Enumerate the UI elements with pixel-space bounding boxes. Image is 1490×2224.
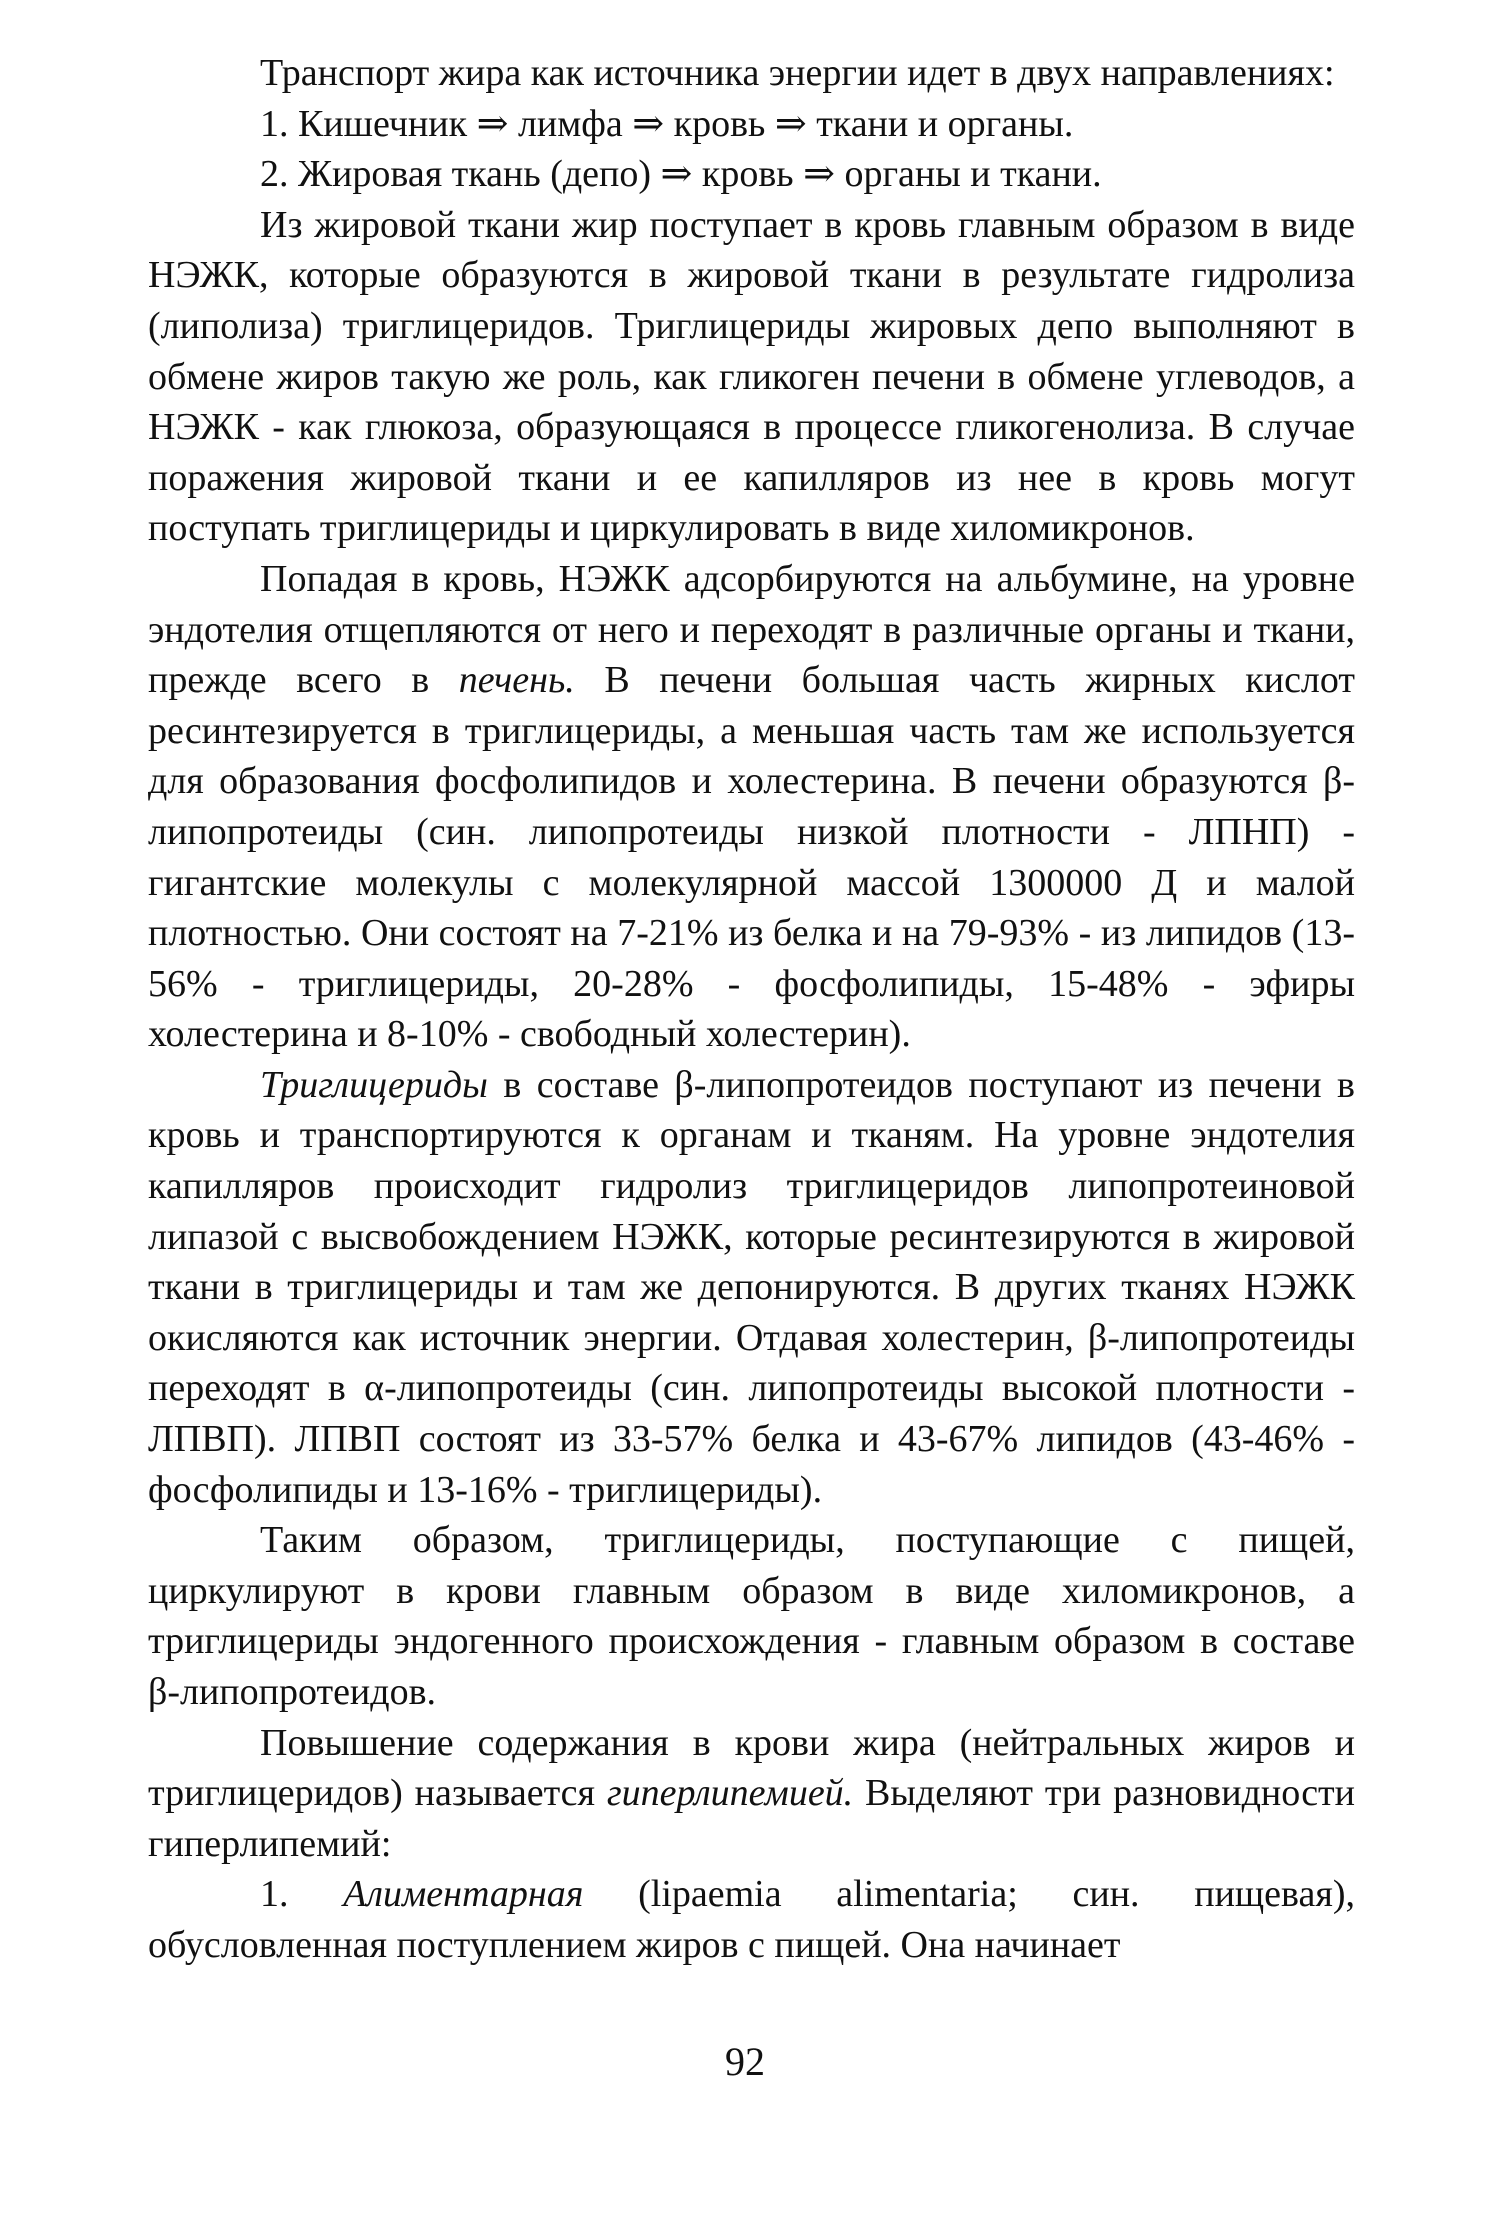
text-run: Из жировой ткани жир поступает в кровь главным образом в виде НЭЖК, которые образуются в жировой ткани в результате гидролиза (липолиза) триглицеридов. Триглицериды жировых депо выполняют в обмене жиров такую же роль, как гликоген печени в обмене углеводов, а НЭЖК - как глюкоза, образующаяся в процессе гликогенолиза. В случае поражения жировой ткани и ее капилляров из нее в кровь могут поступать триглицериды и циркулировать в виде хиломикронов. <box>148 203 1355 550</box>
text-run: 1. Кишечник ⇒ лимфа ⇒ кровь ⇒ ткани и органы. <box>260 102 1074 145</box>
text-run: 1. <box>260 1873 344 1916</box>
text-run: (lipaemia alimentaria; син. пищевая), обусловленная поступлением жиров с пищей. Она начинает <box>148 1873 1355 1966</box>
italic-term: гиперлипемией. <box>606 1772 854 1815</box>
text-run: Попадая в кровь, НЭЖК адсорбируются на альбумине, на уровне эндотелия отщепляются от него и переходят в различные органы и ткани, прежде всего в <box>148 557 1355 702</box>
paragraph <box>148 200 1355 554</box>
paragraph <box>148 1869 1355 1970</box>
paragraph <box>148 48 1355 99</box>
text-run: 2. Жировая ткань (депо) ⇒ кровь ⇒ органы и ткани. <box>260 153 1102 196</box>
page-number: 92 <box>725 2039 765 2084</box>
paragraph <box>148 149 1355 200</box>
text-run: Таким образом, триглицериды, поступающие с пищей, циркулируют в крови главным образом в виде хиломикронов, а триглицериды эндогенного происхождения - главным образом в составе β-липопротеидов. <box>148 1519 1355 1713</box>
paragraph <box>148 554 1355 1060</box>
paragraph <box>148 1718 1355 1870</box>
paragraph <box>148 99 1355 150</box>
text-run: В печени большая часть жирных кислот ресинтезируется в триглицериды, а меньшая часть там же используется для образования фосфолипидов и холестерина. В печени образуются β-липопротеиды (син. липопротеиды низкой плотности - ЛПНП) - гигантские молекулы с молекулярной массой 1300000 Д и малой плотностью. Они состоят на 7-21% из белка и на 79-93% - из липидов (13-56% - триглицериды, 20-28% - фосфолипиды, 15-48% - эфиры холестерина и 8-10% - свободный холестерин). <box>148 659 1355 1056</box>
text-run: в составе β-липопротеидов поступают из печени в кровь и транспортируются к органам и тканям. На уровне эндотелия капилляров происходит гидролиз триглицеридов липопротеиновой липазой с высвобождением НЭЖК, которые ресинтезируются в жировой ткани в триглицериды и там же депонируются. В других тканях НЭЖК окисляются как источник энергии. Отдавая холестерин, β-липопротеиды переходят в α-липопротеиды (син. липопротеиды высокой плотности - ЛПВП). ЛПВП состоят из 33-57% белка и 43-67% липидов (43-46% - фосфолипиды и 13-16% - триглицериды). <box>148 1063 1355 1511</box>
page-body <box>148 48 1355 1971</box>
text-run: Транспорт жира как источника энергии идет в двух направлениях: <box>260 52 1335 94</box>
paragraph <box>148 1060 1355 1515</box>
italic-term: печень. <box>458 659 575 702</box>
italic-term: Алиментарная <box>343 1873 584 1916</box>
text-run: Повышение содержания в крови жира (нейтральных жиров и триглицеридов) называется <box>148 1721 1355 1815</box>
text-run: Выделяют три разновидности гиперлипемий: <box>148 1772 1355 1865</box>
paragraph <box>148 1515 1355 1717</box>
italic-term: Триглицериды <box>260 1063 488 1106</box>
